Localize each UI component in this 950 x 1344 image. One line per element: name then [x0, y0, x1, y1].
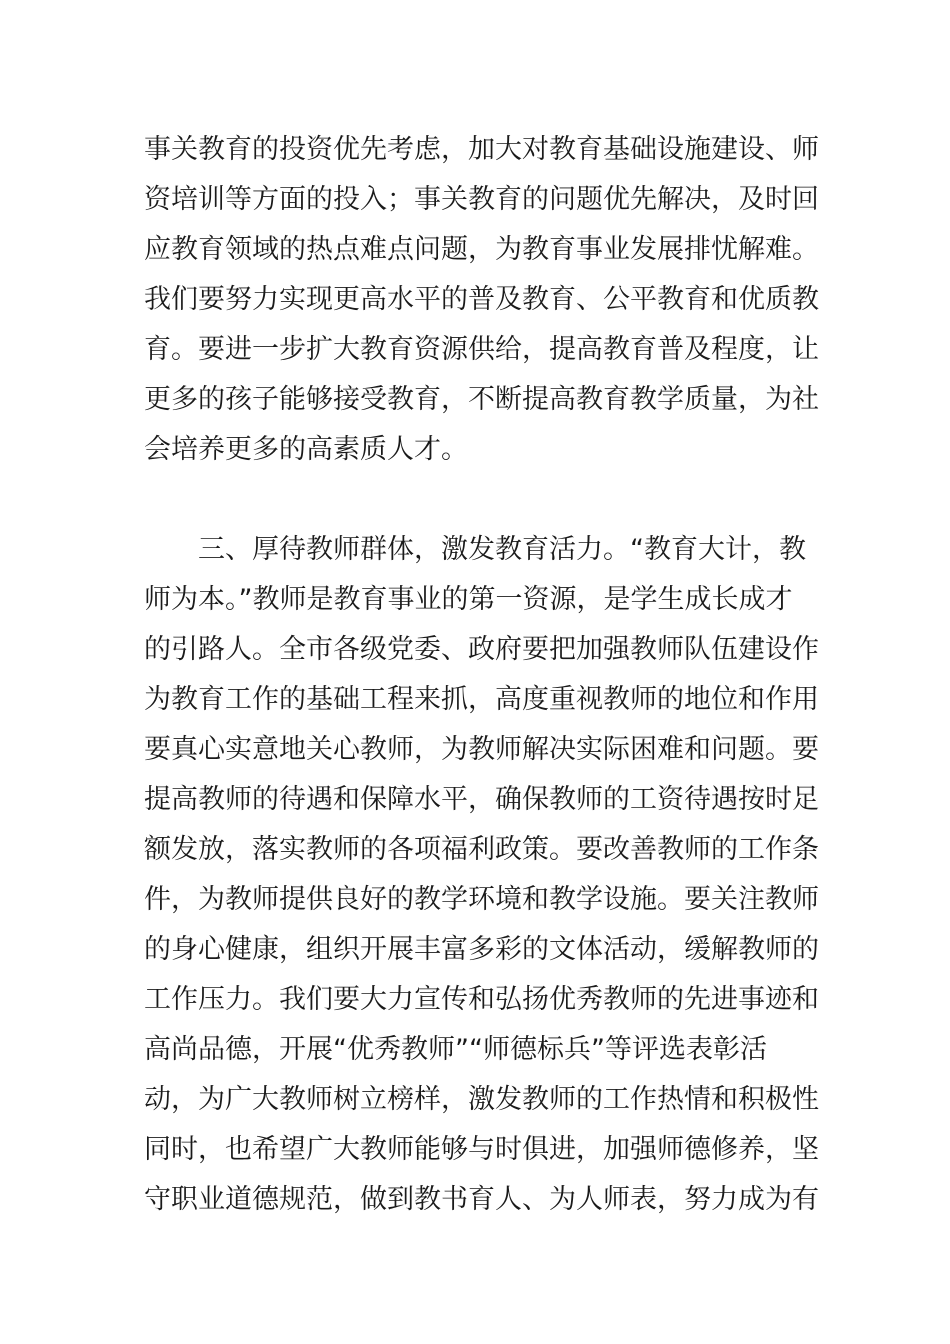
text-line: 为教育工作的基础工程来抓，高度重视教师的地位和作用 — [144, 684, 819, 715]
text-line: 同时，也希望广大教师能够与时俱进，加强师德修养，坚 — [144, 1134, 819, 1165]
text-line: 师为本。”教师是教育事业的第一资源，是学生成长成才 — [144, 584, 793, 615]
text-line: 要真心实意地关心教师，为教师解决实际困难和问题。要 — [144, 734, 819, 765]
text-line: 事关教育的投资优先考虑，加大对教育基础设施建设、师 — [144, 134, 819, 165]
text-line: 的身心健康，组织开展丰富多彩的文体活动，缓解教师的 — [144, 934, 819, 965]
text-line: 工作压力。我们要大力宣传和弘扬优秀教师的先进事迹和 — [144, 984, 819, 1015]
text-line: 动，为广大教师树立榜样，激发教师的工作热情和积极性 — [144, 1084, 819, 1115]
text-line: 高尚品德，开展“优秀教师”“师德标兵”等评选表彰活 — [144, 1034, 767, 1065]
text-line: 育。要进一步扩大教育资源供给，提高教育普及程度，让 — [144, 334, 819, 365]
text-line: 额发放，落实教师的各项福利政策。要改善教师的工作条 — [144, 834, 819, 865]
text-line: 应教育领域的热点难点问题，为教育事业发展排忧解难。 — [144, 234, 819, 265]
text-line: 提高教师的待遇和保障水平，确保教师的工资待遇按时足 — [144, 784, 819, 815]
text-line-indented: 三、厚待教师群体，激发教育活力。“教育大计，教 — [198, 534, 806, 565]
text-line: 资培训等方面的投入；事关教育的问题优先解决，及时回 — [144, 184, 819, 215]
text-line: 守职业道德规范，做到教书育人、为人师表，努力成为有 — [144, 1184, 819, 1215]
text-line: 我们要努力实现更高水平的普及教育、公平教育和优质教 — [144, 284, 819, 315]
text-line: 件，为教师提供良好的教学环境和教学设施。要关注教师 — [144, 884, 819, 915]
text-line: 更多的孩子能够接受教育，不断提高教育教学质量，为社 — [144, 384, 819, 415]
text-line: 的引路人。全市各级党委、政府要把加强教师队伍建设作 — [144, 634, 819, 665]
text-line: 会培养更多的高素质人才。 — [144, 434, 468, 465]
